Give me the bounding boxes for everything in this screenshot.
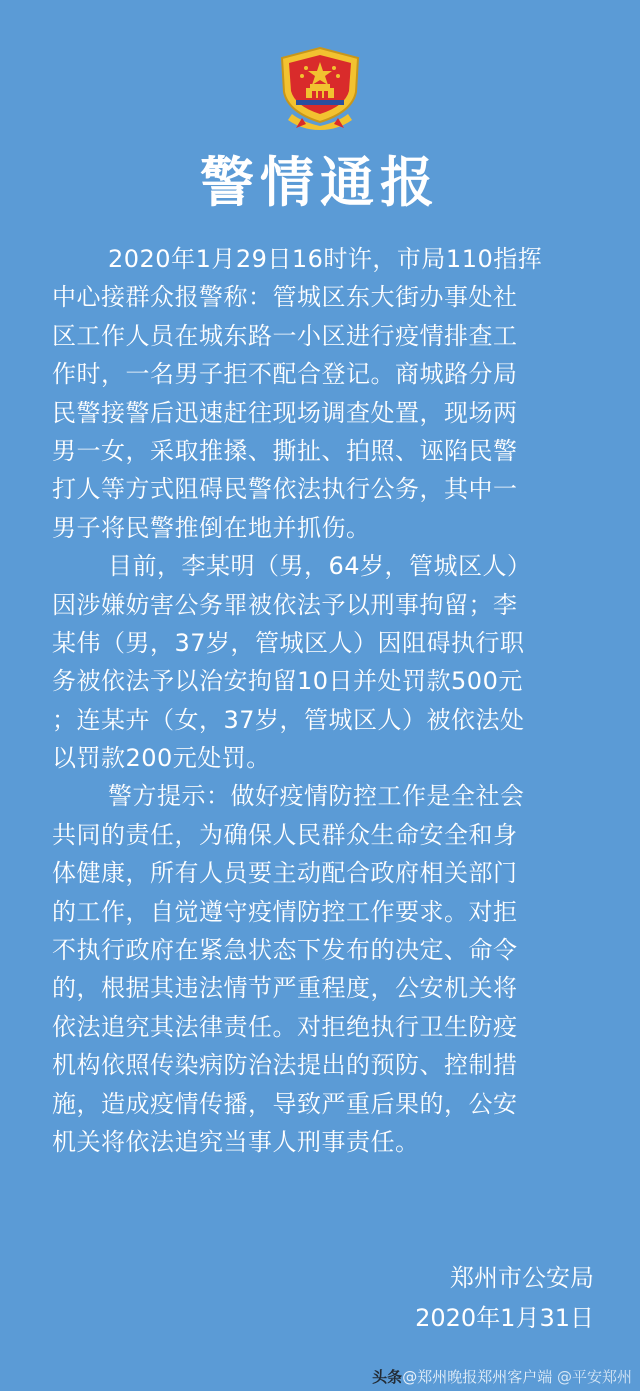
text-line: 区工作人员在城东路一小区进行疫情排查工	[52, 321, 518, 350]
text-line: 某伟（男，37岁，管城区人）因阻碍执行职	[52, 628, 525, 657]
watermark-faint-text: @平安郑州	[556, 1368, 632, 1386]
text-line: 以罚款200元处罚。	[52, 744, 271, 773]
issuing-organization: 郑州市公安局	[450, 1264, 594, 1292]
watermark-brand: 头条	[372, 1368, 403, 1386]
text-line: 体健康，所有人员要主动配合政府相关部门	[52, 859, 518, 888]
text-line: 作时，一名男子拒不配合登记。商城路分局	[52, 360, 518, 389]
text-line: 民警接警后迅速赶往现场调查处置，现场两	[52, 398, 518, 427]
issue-date: 2020年1月31日	[415, 1304, 594, 1332]
text-line: 依法追究其法律责任。对拒绝执行卫生防疫	[52, 1012, 518, 1041]
text-line: 务被依法予以治安拘留10日并处罚款500元	[52, 667, 523, 696]
signature-block	[415, 1258, 594, 1338]
police-emblem-icon	[272, 46, 368, 130]
text-line: 的工作，自觉遵守疫情防控工作要求。对拒	[52, 897, 518, 926]
text-line: 中心接群众报警称：管城区东大街办事处社	[52, 283, 518, 312]
watermark-text: @郑州晚报郑州客户端	[402, 1368, 553, 1386]
text-line: 机构依照传染病防治法提出的预防、控制措	[52, 1051, 518, 1080]
text-line: 施，造成疫情传播，导致严重后果的，公安	[52, 1089, 518, 1118]
text-line: 不执行政府在紧急状态下发布的决定、命令	[52, 936, 518, 965]
text-line: 2020年1月29日16时许，市局110指挥	[108, 245, 543, 273]
text-line: 男子将民警推倒在地并抓伤。	[52, 513, 371, 542]
page-title: 警情通报	[200, 151, 440, 214]
text-line: ；连某卉（女，37岁，管城区人）被依法处	[52, 705, 525, 734]
text-line: 共同的责任，为确保人民群众生命安全和身	[52, 820, 518, 849]
text-line: 的，根据其违法情节严重程度，公安机关将	[52, 974, 518, 1003]
text-line: 因涉嫌妨害公务罪被依法予以刑事拘留；李	[52, 590, 518, 619]
text-line: 目前，李某明（男，64岁，管城区人）	[108, 552, 532, 581]
text-line: 警方提示：做好疫情防控工作是全社会	[108, 782, 525, 811]
text-line: 打人等方式阻碍民警依法执行公务，其中一	[52, 475, 518, 504]
text-line: 机关将依法追究当事人刑事责任。	[52, 1127, 420, 1156]
text-line: 男一女，采取推搡、撕扯、拍照、诬陷民警	[52, 436, 518, 465]
watermark	[372, 1366, 632, 1387]
notice-body	[52, 240, 590, 1161]
